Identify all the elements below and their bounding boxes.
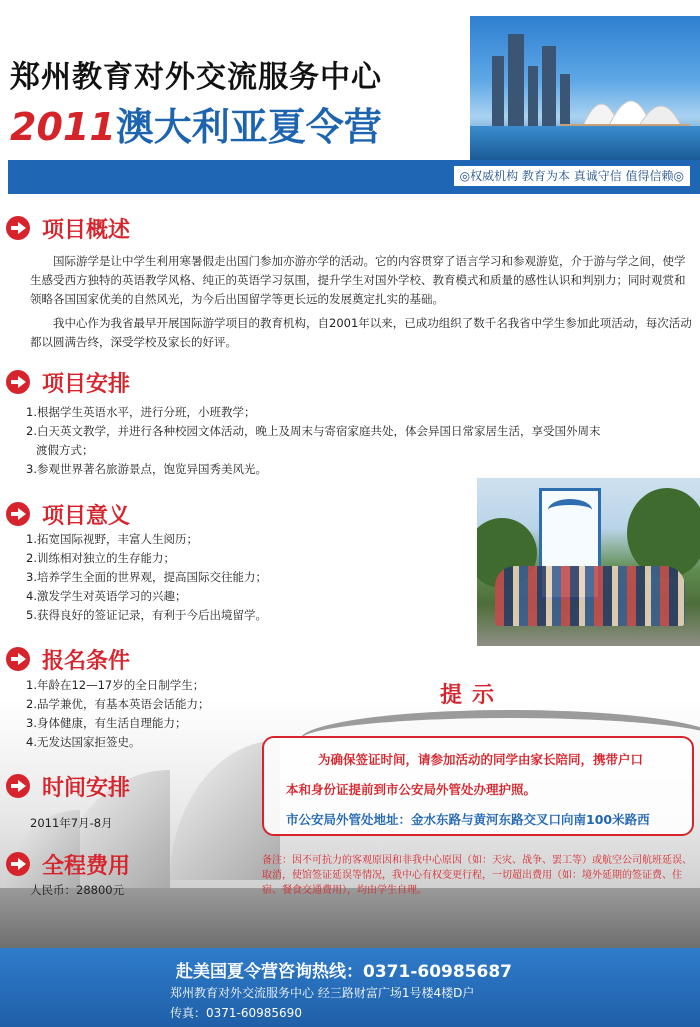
opera-house-shape <box>572 70 692 130</box>
camp-title <box>10 96 382 151</box>
list-item: 1.年龄在12—17岁的全日制学生； <box>26 678 205 692</box>
slogan: ◎权威机构 教育为本 真诚守信 值得信赖◎ <box>454 166 690 186</box>
sydney-opera-house-photo <box>470 16 700 160</box>
notice-title: 提示 <box>440 683 505 708</box>
section-title: 时间安排 <box>42 775 131 801</box>
arrow-right-icon <box>6 774 30 798</box>
section-title: 报名条件 <box>42 648 131 674</box>
list-item: 5.获得良好的签证记录，有利于今后出境留学。 <box>26 608 267 622</box>
list-item: 2.训练相对独立的生存能力； <box>26 551 175 565</box>
requirements-list <box>26 676 209 752</box>
list-item: 1.拓宽国际视野，丰富人生阅历； <box>26 532 198 546</box>
header <box>0 0 700 160</box>
address: 郑州教育对外交流服务中心 经三路财富广场1号楼4楼D户 <box>170 986 475 1000</box>
org-name: 郑州教育对外交流服务中心 <box>10 60 382 95</box>
camp-name: 澳大利亚夏令营 <box>115 105 382 149</box>
hotline: 赴美国夏令营咨询热线：0371-60985687 <box>176 962 512 982</box>
notice-box <box>262 736 694 836</box>
notice-address: 市公安局外管处地址：金水东路与黄河东路交叉口向南100米路西 <box>286 812 650 827</box>
section-schedule-heading <box>6 772 130 800</box>
fee-text: 人民币：28800元 <box>30 883 125 897</box>
remark-text: 备注：因不可抗力的客观原因和非我中心原因（如：天灾、战争、罢工等）或航空公司航班延误、取消，使馆签证延误等情况，我中心有权变更行程，一切超出费用（如：境外延期的签证费、住宿、餐食交通费用），均由学生自理。 <box>262 855 692 896</box>
list-item: 4.激发学生对英语学习的兴趣； <box>26 589 187 603</box>
arrow-right-icon <box>6 370 30 394</box>
arrow-right-icon <box>6 647 30 671</box>
arrow-right-icon <box>6 216 30 240</box>
notice-line-1: 为确保签证时间，请参加活动的同学由家长陪同，携带户口 <box>318 752 644 767</box>
section-arrangement-heading <box>6 368 130 396</box>
list-item: 4.无发达国家拒签史。 <box>26 735 141 749</box>
list-item: 渡假方式； <box>36 443 94 457</box>
notice-line-2: 本和身份证提前到市公安局外管处办理护照。 <box>286 782 537 797</box>
section-significance-heading <box>6 500 130 528</box>
overview-paragraph-1: 国际游学是让中学生利用寒暑假走出国门参加亦游亦学的活动。它的内容贯穿了语言学习和参观游览，介于游与学之间，使学生感受西方独特的英语教学风格、纯正的英语学习氛围，提升学生对国外学校、教育模式和质量的感性认识和判别力；同时观赏和领略各国国家优美的自然风光，为今后出国留学等更长远的发展奠定扎实的基础。 <box>30 254 686 306</box>
list-item: 2.品学兼优，有基本英语会话能力； <box>26 697 210 711</box>
arrangement-list <box>26 403 600 479</box>
group-photo <box>477 478 700 646</box>
schedule-text: 2011年7月-8月 <box>30 816 113 830</box>
fax: 传真：0371-60985690 <box>170 1006 302 1020</box>
list-item: 3.参观世界著名旅游景点，饱览异国秀美风光。 <box>26 462 267 476</box>
list-item: 1.根据学生英语水平，进行分班，小班教学； <box>26 405 256 419</box>
section-title: 项目安排 <box>42 371 131 397</box>
section-title: 全程费用 <box>42 853 131 879</box>
list-item: 3.身体健康，有生活自理能力； <box>26 716 187 730</box>
list-item: 3.培养学生全面的世界观，提高国际交往能力； <box>26 570 267 584</box>
arrow-right-icon <box>6 502 30 526</box>
section-fee-heading <box>6 850 130 878</box>
significance-list <box>26 530 267 625</box>
section-title: 项目意义 <box>42 503 131 529</box>
list-item: 2.白天英文教学，并进行各种校园文体活动，晚上及周末与寄宿家庭共处，体会异国日常家居生活，享受国外周末 <box>26 424 601 438</box>
arrow-right-icon <box>6 852 30 876</box>
overview-paragraph-2: 我中心作为我省最早开展国际游学项目的教育机构，自2001年以来，已成功组织了数千名我省中学生参加此项活动，每次活动都以圆满告终，深受学校及家长的好评。 <box>30 316 692 349</box>
section-requirements-heading <box>6 645 130 673</box>
camp-year: 2011 <box>10 105 116 149</box>
section-overview-heading <box>6 214 130 242</box>
section-title: 项目概述 <box>42 217 131 243</box>
